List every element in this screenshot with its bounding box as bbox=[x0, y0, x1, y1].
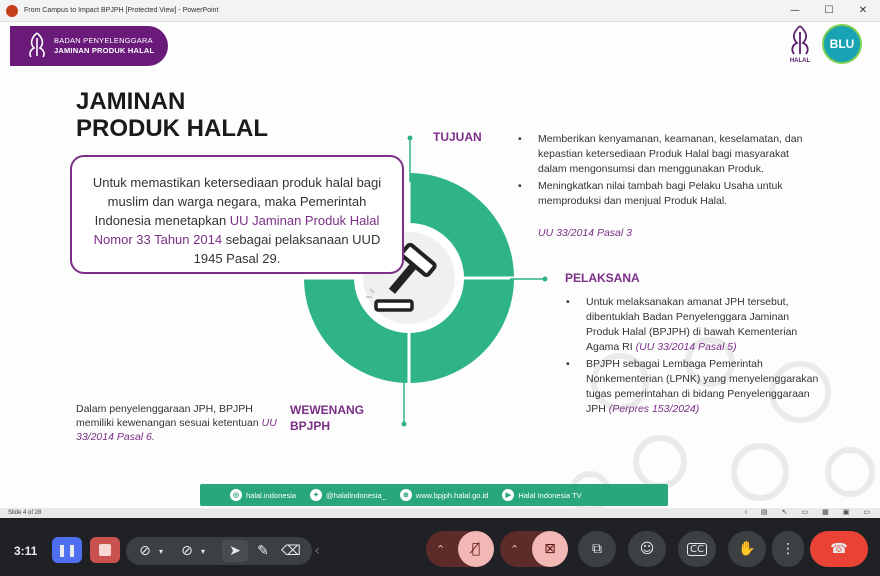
wewenang-reference: UU 33/2014 Pasal 6. bbox=[76, 417, 277, 443]
collapse-toolbar-button[interactable] bbox=[310, 542, 324, 560]
pen-button[interactable] bbox=[252, 542, 274, 560]
brand-line2: JAMINAN PRODUK HALAL bbox=[54, 46, 155, 55]
chevron-down-icon: ▾ bbox=[200, 546, 205, 556]
notes-view-icon[interactable]: ▤ bbox=[761, 509, 768, 516]
footer-youtube-text: Halal Indonesia TV bbox=[518, 490, 582, 500]
eraser-button[interactable] bbox=[280, 542, 302, 560]
draw-toggle-button[interactable] bbox=[134, 542, 156, 560]
tujuan-item: • Meningkatkan nilai tambah bagi Pelaku Usaha untuk memproduksi dan menjual Produk Halal. bbox=[518, 179, 818, 209]
mic-off-icon: 🎙̸ bbox=[471, 541, 481, 557]
footer-website-text: www.bpjph.halal.go.id bbox=[415, 490, 489, 500]
tujuan-reference: UU 33/2014 Pasal 3 bbox=[538, 227, 632, 239]
wewenang-label-line1: WEWENANG bbox=[290, 403, 364, 417]
highlighter-dropdown[interactable] bbox=[198, 542, 208, 560]
close-button[interactable]: ✕ bbox=[858, 5, 868, 16]
chevron-up-icon: ⌃ bbox=[436, 542, 446, 556]
emoji-button[interactable] bbox=[628, 531, 666, 567]
stop-icon bbox=[99, 544, 111, 556]
halal-logo-icon bbox=[26, 32, 48, 60]
pelaksana-label: PELAKSANA bbox=[565, 271, 640, 285]
blu-logo: BLU bbox=[822, 24, 862, 64]
brand-line1: BADAN PENYELENGGARA bbox=[54, 36, 153, 45]
window-titlebar bbox=[0, 0, 880, 22]
pause-icon: ❚❚ bbox=[56, 543, 78, 557]
cursor-icon[interactable]: ↖ bbox=[781, 509, 788, 516]
intro-text-end: sebagai pelaksanaan UUD 1945 Pasal 29. bbox=[193, 232, 381, 266]
pelaksana-item bbox=[566, 295, 822, 355]
pelaksana-item-text: Untuk melaksanakan amanat JPH tersebut, dibentuklah Badan Penyelenggara Jaminan Produk Halal (BPJPH) di bawah Kementerian Agama RI bbox=[586, 296, 798, 353]
meeting-controls bbox=[0, 518, 880, 576]
wewenang-label bbox=[290, 402, 364, 434]
captions-icon: CC bbox=[687, 543, 707, 556]
pointer-button[interactable] bbox=[222, 540, 248, 562]
meeting-clock: 3:11 bbox=[14, 544, 38, 558]
tujuan-item: • Memberikan kenyamanan, keamanan, keselamatan, dan kepastian ketersediaan Produk Halal bagi masyarakat dalam mengonsumsi dan menggunakan Produk. bbox=[518, 132, 818, 177]
twitter-icon: ✦ bbox=[310, 489, 322, 501]
minimize-button[interactable]: — bbox=[790, 5, 800, 16]
pen-icon: ✎ bbox=[257, 543, 269, 559]
slide-footer bbox=[200, 484, 668, 506]
camera-toggle-button[interactable] bbox=[532, 531, 568, 567]
window-title: From Campus to Impact BPJPH [Protected View] - PowerPoint bbox=[24, 7, 219, 14]
camera-off-icon: ⊠ bbox=[544, 541, 556, 557]
halal-indonesia-logo-icon bbox=[788, 24, 812, 64]
chevron-down-icon: ▾ bbox=[158, 546, 163, 556]
pause-button[interactable] bbox=[52, 537, 82, 563]
slide-counter: Slide 4 of 28 bbox=[8, 510, 42, 516]
sorter-view-icon[interactable]: ▦ bbox=[822, 509, 829, 516]
mic-toggle-button[interactable] bbox=[458, 531, 494, 567]
highlighter-button[interactable] bbox=[176, 542, 198, 560]
present-button[interactable] bbox=[578, 531, 616, 567]
wewenang-label-line2: BPJPH bbox=[290, 419, 331, 433]
halal-caption: HALAL bbox=[789, 58, 811, 64]
footer-social-twitter bbox=[310, 489, 386, 501]
captions-button[interactable] bbox=[678, 531, 716, 567]
maximize-button[interactable]: ☐ bbox=[824, 5, 834, 16]
slide-canvas bbox=[0, 22, 880, 508]
intro-text: Untuk memastikan ketersediaan produk halal bagi muslim dan warga negara, maka Pemerintah Indonesia menetapkan bbox=[92, 175, 382, 228]
emoji-icon: ☺ bbox=[639, 541, 655, 557]
intro-highlight: UU Jaminan Produk Halal Nomor 33 Tahun 2014 bbox=[93, 213, 380, 247]
reading-view-icon[interactable]: ▣ bbox=[842, 509, 850, 516]
pelaksana-item-ref: (UU 33/2014 Pasal 5) bbox=[635, 341, 737, 353]
intro-box bbox=[70, 155, 404, 274]
raise-hand-button[interactable] bbox=[728, 531, 766, 567]
eraser-icon: ⌫ bbox=[281, 543, 301, 559]
partner-logos bbox=[788, 24, 862, 64]
slide-title-line1: JAMINAN bbox=[76, 88, 186, 115]
draw-toggle-icon: ⊘ bbox=[139, 543, 151, 559]
wewenang-body: Dalam penyelenggaraan JPH, BPJPH memiliki kewenangan sesuai ketentuan bbox=[76, 403, 262, 429]
powerpoint-app-icon bbox=[6, 5, 18, 17]
footer-social1: halal.indonesia bbox=[246, 490, 297, 500]
slideshow-view-icon[interactable]: ▭ bbox=[863, 509, 870, 516]
pelaksana-item bbox=[566, 357, 822, 417]
footer-website bbox=[400, 489, 489, 501]
chevron-up-icon: ⌃ bbox=[510, 542, 520, 556]
tujuan-label: TUJUAN bbox=[433, 130, 482, 144]
raise-hand-icon: ✋ bbox=[738, 541, 756, 557]
more-icon: ⋮ bbox=[781, 541, 795, 557]
end-call-icon: ☎ bbox=[830, 541, 848, 557]
normal-view-icon[interactable]: ▭ bbox=[801, 509, 809, 516]
powerpoint-statusbar bbox=[0, 508, 880, 518]
present-icon: ⧉ bbox=[592, 541, 602, 557]
highlighter-icon: ⊘ bbox=[181, 543, 193, 559]
bpjph-brand-banner bbox=[10, 26, 168, 66]
slide-title bbox=[76, 88, 268, 142]
end-call-button[interactable] bbox=[810, 531, 868, 567]
pointer-icon: ➤ bbox=[229, 543, 241, 559]
youtube-icon: ▶ bbox=[502, 489, 514, 501]
slide-title-line2: PRODUK HALAL bbox=[76, 115, 268, 142]
footer-social-instagram bbox=[230, 489, 296, 501]
pelaksana-list bbox=[566, 295, 822, 419]
pelaksana-item-text: BPJPH sebagai Lembaga Pemerintah Nonkementerian (LPNK) yang menyelenggarakan tugas pemerintahan di bidang Penyelenggaraan JPH bbox=[586, 358, 819, 415]
pelaksana-item-ref: (Perpres 153/2024) bbox=[608, 403, 700, 415]
more-options-button[interactable] bbox=[772, 531, 804, 567]
web-icon: ⊕ bbox=[400, 489, 412, 501]
prev-slide-icon[interactable]: ‹ bbox=[744, 509, 747, 516]
wewenang-text bbox=[76, 402, 286, 444]
tujuan-list bbox=[518, 132, 818, 211]
footer-youtube bbox=[502, 489, 581, 501]
footer-social2: @halalindonesia_ bbox=[326, 490, 386, 500]
stop-button[interactable] bbox=[90, 537, 120, 563]
draw-toggle-dropdown[interactable] bbox=[156, 542, 166, 560]
chevron-left-icon: ‹ bbox=[314, 543, 320, 559]
instagram-icon: ◎ bbox=[230, 489, 242, 501]
